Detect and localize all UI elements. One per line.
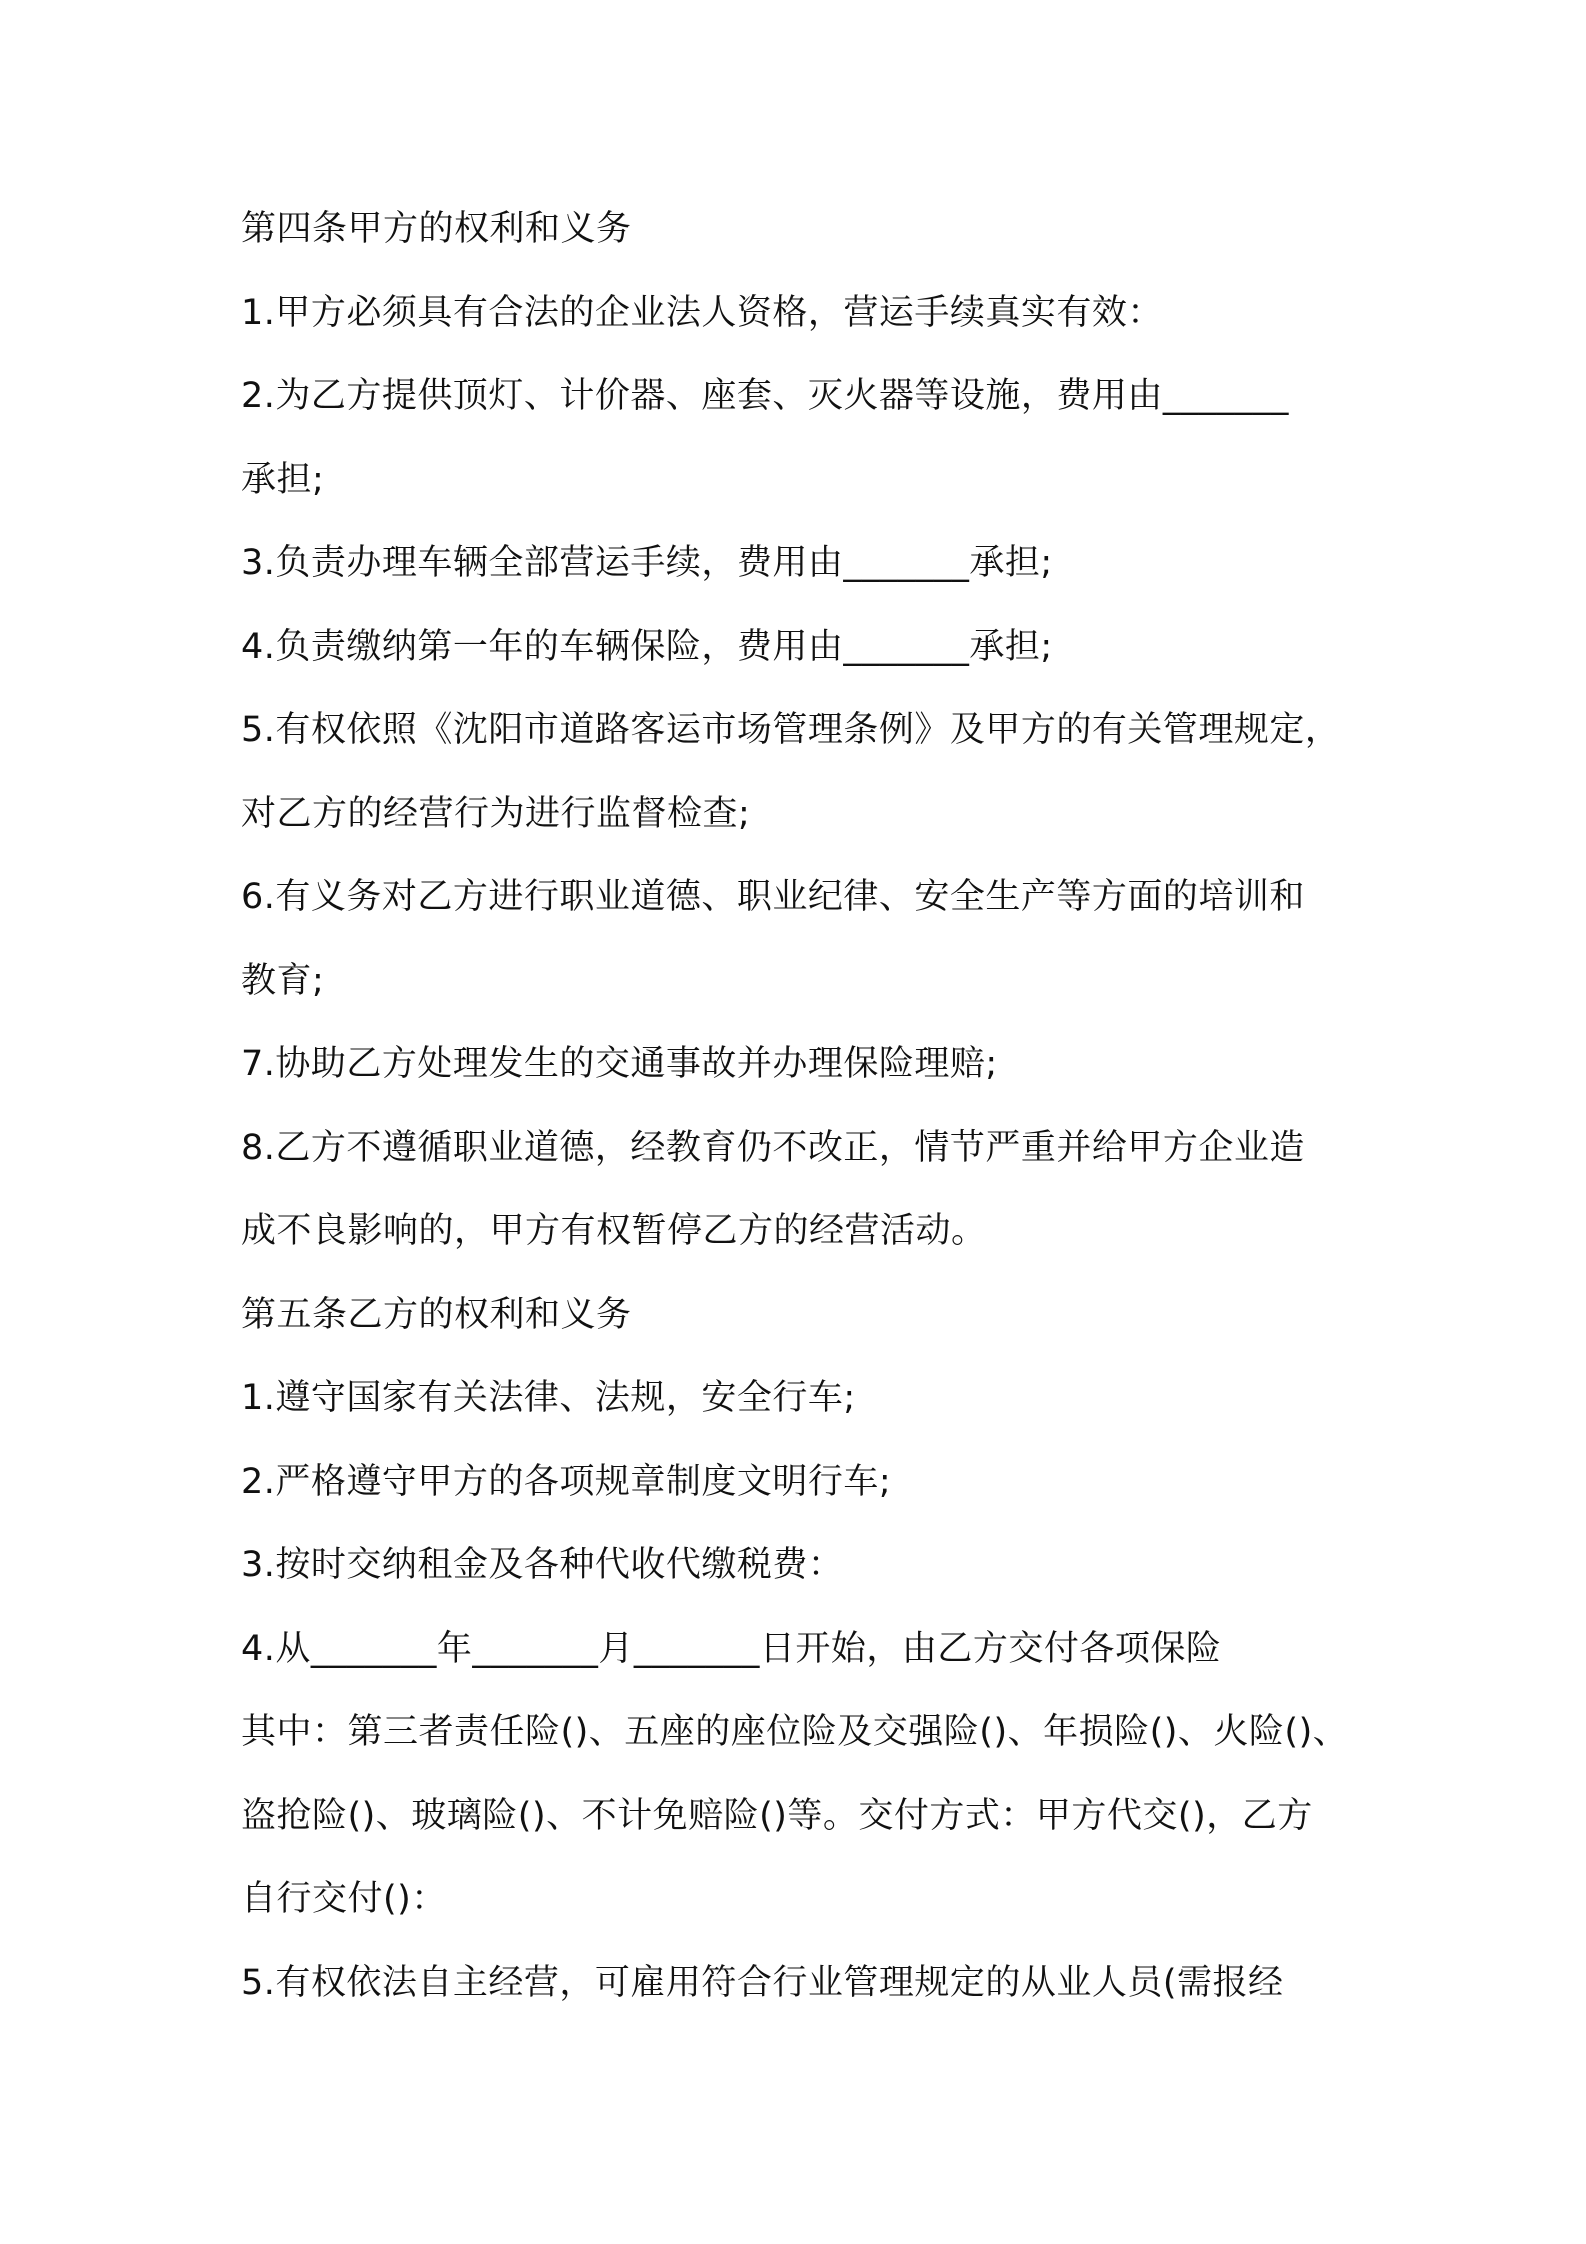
clause-text: 5.有权依法自主经营，可雇用符合行业管理规定的从业人员(需报经 bbox=[241, 1962, 1284, 2003]
section-heading-article-5: 第五条乙方的权利和义务 bbox=[241, 1294, 632, 1335]
clause-text: 7.协助乙方处理发生的交通事故并办理保险理赔; bbox=[241, 1044, 998, 1084]
clause-text: 4.从_______年_______月_______日开始，由乙方交付各项保险 bbox=[241, 1628, 1222, 1669]
clause-text: 承担; bbox=[241, 459, 325, 500]
document-body bbox=[241, 188, 1361, 2025]
clause-text: 1.遵守国家有关法律、法规，安全行车; bbox=[241, 1378, 856, 1418]
clause-text: 1.甲方必须具有合法的企业法人资格，营运手续真实有效： bbox=[241, 292, 1163, 333]
clause-text: 4.负责缴纳第一年的车辆保险，费用由_______承担; bbox=[241, 626, 1053, 667]
clause-text: 3.负责办理车辆全部营运手续，费用由_______承担; bbox=[241, 543, 1053, 583]
clause-text: 3.按时交纳租金及各种代收代缴税费： bbox=[241, 1545, 844, 1585]
clause-text: 教育; bbox=[241, 960, 325, 1001]
clause-text: 8.乙方不遵循职业道德，经教育仍不改正，情节严重并给甲方企业造 bbox=[241, 1127, 1305, 1168]
clause-text: 5.有权依照《沈阳市道路客运市场管理条例》及甲方的有关管理规定， bbox=[241, 710, 1341, 750]
clause-text: 其中：第三者责任险()、五座的座位险及交强险()、年损险()、火险()、 bbox=[241, 1712, 1349, 1752]
clause-text: 自行交付()： bbox=[241, 1879, 447, 1919]
clause-text: 2.严格遵守甲方的各项规章制度文明行车; bbox=[241, 1461, 892, 1502]
clause-text: 对乙方的经营行为进行监督检查; bbox=[241, 793, 751, 834]
clause-text: 盗抢险()、玻璃险()、不计免赔险()等。交付方式：甲方代交()，乙方 bbox=[241, 1795, 1313, 1836]
clause-text: 6.有义务对乙方进行职业道德、职业纪律、安全生产等方面的培训和 bbox=[241, 877, 1305, 917]
clause-text: 成不良影响的，甲方有权暂停乙方的经营活动。 bbox=[241, 1211, 987, 1251]
clause-text: 2.为乙方提供顶灯、计价器、座套、灭火器等设施，费用由_______ bbox=[241, 376, 1289, 416]
section-heading-article-4: 第四条甲方的权利和义务 bbox=[241, 209, 632, 249]
